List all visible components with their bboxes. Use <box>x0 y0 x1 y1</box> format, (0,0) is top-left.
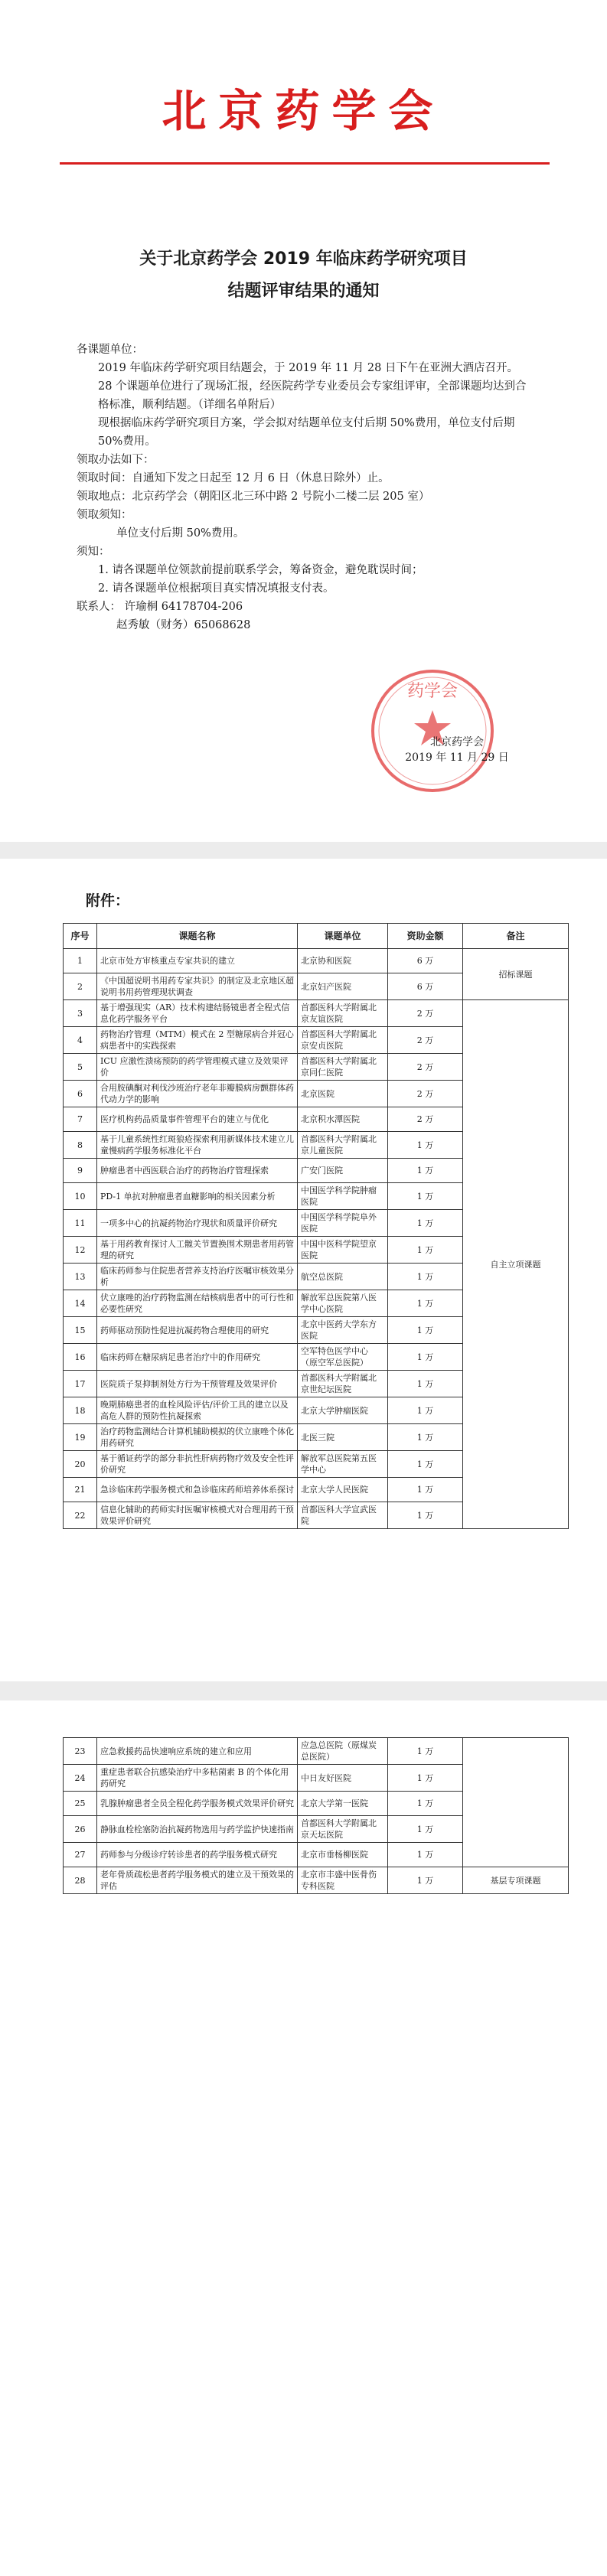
row-amount: 1 万 <box>388 1792 463 1816</box>
row-project-name: 临床药师在糖尿病足患者治疗中的作用研究 <box>97 1344 298 1371</box>
notice-body <box>77 341 528 634</box>
row-number: 5 <box>64 1054 97 1081</box>
seal-text: 药学会 <box>406 682 459 701</box>
row-number: 4 <box>64 1027 97 1054</box>
row-project-name: 医院质子泵抑制剂处方行为干预管理及效果评价 <box>97 1371 298 1397</box>
official-seal-icon <box>367 666 498 796</box>
attachment-page-2 <box>0 1700 607 2576</box>
row-unit: 首都医科大学附属北京安贞医院 <box>298 1027 388 1054</box>
row-unit: 首都医科大学附属北京世纪坛医院 <box>298 1371 388 1397</box>
row-project-name: 药师驱动预防性促进抗凝药物合理使用的研究 <box>97 1317 298 1344</box>
row-amount: 1 万 <box>388 1290 463 1317</box>
collect-place: 领取地点：北京药学会（朝阳区北三环中路 2 号院小二楼二层 205 室） <box>77 491 430 503</box>
notice-lead: 领取须知： <box>77 509 132 521</box>
row-unit: 北京大学第一医院 <box>298 1792 388 1816</box>
row-unit: 首都医科大学附属北京天坛医院 <box>298 1816 388 1843</box>
row-number: 12 <box>64 1237 97 1264</box>
letterhead-rule <box>60 162 550 165</box>
row-number: 10 <box>64 1183 97 1210</box>
notice-title-line1: 关于北京药学会 2019 年临床药学研究项目 <box>139 249 468 269</box>
row-project-name: 应急救援药品快速响应系统的建立和应用 <box>97 1738 298 1765</box>
row-amount: 1 万 <box>388 1237 463 1264</box>
row-project-name: 重症患者联合抗感染治疗中多粘菌素 B 的个体化用药研究 <box>97 1765 298 1792</box>
requirements-lead: 须知： <box>77 546 110 558</box>
row-project-name: PD-1 单抗对肿瘤患者血糖影响的相关因素分析 <box>97 1183 298 1210</box>
row-number: 3 <box>64 1000 97 1027</box>
row-amount: 1 万 <box>388 1867 463 1894</box>
row-project-name: 乳腺肿瘤患者全员全程化药学服务模式效果评价研究 <box>97 1792 298 1816</box>
row-amount: 1 万 <box>388 1159 463 1183</box>
row-unit: 北京医院 <box>298 1081 388 1107</box>
row-note: 基层专项课题 <box>463 1867 569 1894</box>
row-amount: 1 万 <box>388 1478 463 1502</box>
row-unit: 北京大学肿瘤医院 <box>298 1397 388 1424</box>
row-unit: 首都医科大学附属北京儿童医院 <box>298 1132 388 1159</box>
method-lead: 领取办法如下： <box>77 454 155 466</box>
collect-time: 领取时间：自通知下发之日起至 12 月 6 日（休息日除外）止。 <box>77 472 390 484</box>
row-number: 23 <box>64 1738 97 1765</box>
row-unit: 空军特色医学中心（原空军总医院） <box>298 1344 388 1371</box>
contact-2: 赵秀敏（财务）65068628 <box>116 619 251 631</box>
row-amount: 1 万 <box>388 1210 463 1237</box>
row-number: 8 <box>64 1132 97 1159</box>
requirement-2: 2. 请各课题单位根据项目真实情况填报支付表。 <box>98 582 335 595</box>
notice-sub: 单位支付后期 50%费用。 <box>116 527 245 540</box>
row-amount: 1 万 <box>388 1765 463 1792</box>
row-project-name: 临床药师参与住院患者营养支持治疗医嘱审核效果分析 <box>97 1264 298 1290</box>
row-unit: 首都医科大学宣武医院 <box>298 1502 388 1529</box>
table-row <box>64 949 569 973</box>
row-amount: 2 万 <box>388 1054 463 1081</box>
row-number: 14 <box>64 1290 97 1317</box>
row-project-name: 伏立康唑的治疗药物监测在结核病患者中的可行性和必要性研究 <box>97 1290 298 1317</box>
row-project-name: ICU 应激性溃疡预防的药学管理模式建立及效果评价 <box>97 1054 298 1081</box>
row-unit: 北京中医药大学东方医院 <box>298 1317 388 1344</box>
row-unit: 首都医科大学附属北京友谊医院 <box>298 1000 388 1027</box>
row-number: 13 <box>64 1264 97 1290</box>
row-amount: 1 万 <box>388 1264 463 1290</box>
row-unit: 解放军总医院第五医学中心 <box>298 1451 388 1478</box>
table-header-row <box>64 924 569 949</box>
notice-title <box>0 243 607 308</box>
row-unit: 北京积水潭医院 <box>298 1107 388 1132</box>
paragraph-2: 现根据临床药学研究项目方案，学会拟对结题单位支付后期 50%费用，单位支付后期 50%费用。 <box>98 417 515 448</box>
row-project-name: 治疗药物监测结合计算机辅助模拟的伏立康唑个体化用药研究 <box>97 1424 298 1451</box>
row-amount: 2 万 <box>388 1081 463 1107</box>
row-amount: 2 万 <box>388 1107 463 1132</box>
table-row <box>64 1000 569 1027</box>
row-number: 25 <box>64 1792 97 1816</box>
row-project-name: 药师参与分级诊疗转诊患者的药学服务模式研究 <box>97 1843 298 1867</box>
row-number: 20 <box>64 1451 97 1478</box>
row-number: 27 <box>64 1843 97 1867</box>
notice-title-line2: 结题评审结果的通知 <box>227 282 380 301</box>
header-note: 备注 <box>463 924 569 949</box>
row-amount: 2 万 <box>388 1027 463 1054</box>
row-number: 2 <box>64 973 97 1000</box>
row-note: 招标课题 <box>463 949 569 1000</box>
row-project-name: 信息化辅助的药师实时医嘱审核模式对合理用药干预效果评价研究 <box>97 1502 298 1529</box>
row-amount: 1 万 <box>388 1371 463 1397</box>
row-unit: 中国医学科学院肿瘤医院 <box>298 1183 388 1210</box>
row-project-name: 肿瘤患者中西医联合治疗的药物治疗管理探索 <box>97 1159 298 1183</box>
row-project-name: 老年骨质疏松患者药学服务模式的建立及干预效果的评估 <box>97 1867 298 1894</box>
row-unit: 航空总医院 <box>298 1264 388 1290</box>
row-project-name: 药物治疗管理（MTM）模式在 2 型糖尿病合并冠心病患者中的实践探索 <box>97 1027 298 1054</box>
row-number: 17 <box>64 1371 97 1397</box>
table-row <box>64 1867 569 1894</box>
row-number: 9 <box>64 1159 97 1183</box>
header-name: 课题名称 <box>97 924 298 949</box>
row-number: 22 <box>64 1502 97 1529</box>
row-unit: 北京市垂杨柳医院 <box>298 1843 388 1867</box>
row-unit: 广安门医院 <box>298 1159 388 1183</box>
project-table-continued <box>63 1737 569 1894</box>
header-no: 序号 <box>64 924 97 949</box>
row-number: 15 <box>64 1317 97 1344</box>
row-project-name: 医疗机构药品质量事件管理平台的建立与优化 <box>97 1107 298 1132</box>
row-unit: 北京市丰盛中医骨伤专科医院 <box>298 1867 388 1894</box>
row-amount: 1 万 <box>388 1397 463 1424</box>
table-row <box>64 1738 569 1765</box>
row-number: 26 <box>64 1816 97 1843</box>
row-amount: 1 万 <box>388 1502 463 1529</box>
row-project-name: 北京市处方审核重点专家共识的建立 <box>97 949 298 973</box>
header-unit: 课题单位 <box>298 924 388 949</box>
signature-org: 北京药学会 <box>430 736 484 748</box>
greeting: 各课题单位： <box>77 344 143 356</box>
row-number: 11 <box>64 1210 97 1237</box>
row-project-name: 静脉血栓栓塞防治抗凝药物选用与药学监护快速指南 <box>97 1816 298 1843</box>
row-amount: 1 万 <box>388 1317 463 1344</box>
paragraph-1: 2019 年临床药学研究项目结题会，于 2019 年 11 月 28 日下午在亚洲大酒店召开。 28 个课题单位进行了现场汇报，经医院药学专业委员会专家组评审，全部课题均达到合格标准，顺利结题。（详细名单附后） <box>98 362 527 411</box>
row-unit: 北京协和医院 <box>298 949 388 973</box>
row-project-name: 基于儿童系统性红斑狼疮探索利用新媒体技术建立儿童慢病药学服务标准化平台 <box>97 1132 298 1159</box>
row-project-name: 基于用药教育探讨人工髋关节置换围术期患者用药管理的研究 <box>97 1237 298 1264</box>
row-amount: 1 万 <box>388 1451 463 1478</box>
row-project-name: 一项多中心的抗凝药物治疗现状和质量评价研究 <box>97 1210 298 1237</box>
row-amount: 1 万 <box>388 1424 463 1451</box>
project-table <box>63 923 569 1529</box>
org-letterhead: 北京药学会 <box>162 85 445 137</box>
attachment-title: 附件： <box>86 892 130 909</box>
signature-date: 2019 年 11 月 29 日 <box>405 752 509 764</box>
row-amount: 1 万 <box>388 1344 463 1371</box>
header-amount: 资助金额 <box>388 924 463 949</box>
row-number: 21 <box>64 1478 97 1502</box>
requirement-1: 1. 请各课题单位领款前提前联系学会，筹备资金，避免耽误时间； <box>98 564 423 576</box>
row-number: 19 <box>64 1424 97 1451</box>
row-amount: 1 万 <box>388 1738 463 1765</box>
row-project-name: 《中国超说明书用药专家共识》的制定及北京地区超说明书用药管理现状调查 <box>97 973 298 1000</box>
row-project-name: 晚期肺癌患者的血栓风险评估/评价工具的建立以及高危人群的预防性抗凝探索 <box>97 1397 298 1424</box>
row-amount: 2 万 <box>388 1000 463 1027</box>
row-unit: 首都医科大学附属北京同仁医院 <box>298 1054 388 1081</box>
row-number: 6 <box>64 1081 97 1107</box>
row-amount: 1 万 <box>388 1816 463 1843</box>
row-project-name: 基于增强现实（AR）技术构建结肠镜患者全程式信息化药学服务平台 <box>97 1000 298 1027</box>
row-unit: 中国医学科学院阜外医院 <box>298 1210 388 1237</box>
row-number: 18 <box>64 1397 97 1424</box>
row-unit: 北医三院 <box>298 1424 388 1451</box>
row-unit: 应急总医院（原煤炭总医院） <box>298 1738 388 1765</box>
row-amount: 1 万 <box>388 1183 463 1210</box>
row-unit: 中日友好医院 <box>298 1765 388 1792</box>
row-number: 16 <box>64 1344 97 1371</box>
row-number: 1 <box>64 949 97 973</box>
row-project-name: 合用胺碘酮对利伐沙班治疗老年非瓣膜病房颤群体药代动力学的影响 <box>97 1081 298 1107</box>
row-unit: 北京妇产医院 <box>298 973 388 1000</box>
signature-block <box>377 735 537 765</box>
row-number: 24 <box>64 1765 97 1792</box>
row-note <box>463 1738 569 1867</box>
row-project-name: 急诊临床药学服务模式和急诊临床药师培养体系探讨 <box>97 1478 298 1502</box>
contact-1: 联系人： 许瑜桐 64178704-206 <box>77 601 243 613</box>
row-note: 自主立项课题 <box>463 1000 569 1529</box>
row-project-name: 基于循证药学的部分非抗性肝病药物疗效及安全性评价研究 <box>97 1451 298 1478</box>
row-amount: 1 万 <box>388 1843 463 1867</box>
notice-page <box>0 0 607 842</box>
row-amount: 6 万 <box>388 973 463 1000</box>
row-amount: 6 万 <box>388 949 463 973</box>
row-unit: 北京大学人民医院 <box>298 1478 388 1502</box>
row-number: 7 <box>64 1107 97 1132</box>
attachment-page-1 <box>0 859 607 1681</box>
row-number: 28 <box>64 1867 97 1894</box>
row-unit: 解放军总医院第八医学中心医院 <box>298 1290 388 1317</box>
row-unit: 中国中医科学院望京医院 <box>298 1237 388 1264</box>
row-amount: 1 万 <box>388 1132 463 1159</box>
